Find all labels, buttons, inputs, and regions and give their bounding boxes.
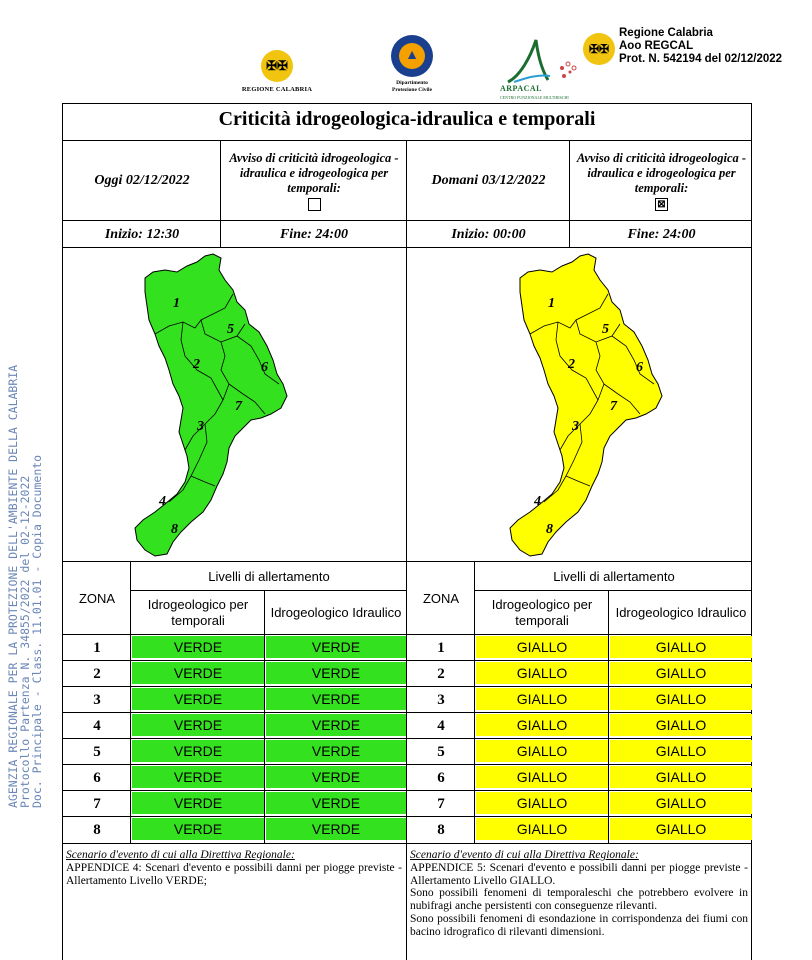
today-avviso-text: Avviso di criticità idrogeologica - idraulica e idrogeologica per temporali: (229, 151, 399, 195)
today-levels-header: Livelli di allertamento (208, 569, 330, 584)
divider (608, 590, 609, 843)
today-map-zone-label-2: 2 (193, 357, 200, 372)
tomorrow-level-temporali-6: GIALLO (476, 766, 608, 788)
watermark-line-2: Protocollo Partenza N. 34855/2022 del 02-12-2022 (18, 475, 32, 808)
tomorrow-level-temporali-8: GIALLO (476, 818, 608, 840)
tomorrow-level-idraulico-7: GIALLO (610, 792, 752, 814)
today-level-temporali-3: VERDE (132, 688, 264, 710)
today-zona-8: 8 (93, 821, 101, 838)
today-level-temporali-7: VERDE (132, 792, 264, 814)
protocol-stamp (619, 27, 782, 66)
tomorrow-zona-8: 8 (437, 821, 445, 838)
divider (62, 660, 752, 661)
tomorrow-scenario-heading: Scenario d'evento di cui alla Direttiva Regionale: (410, 849, 639, 861)
tomorrow-map-zone-label-6: 6 (636, 360, 643, 375)
tomorrow-level-idraulico-3: GIALLO (610, 688, 752, 710)
today-map-zone-label-5: 5 (227, 322, 234, 337)
divider (62, 764, 752, 765)
tomorrow-zona-5: 5 (437, 743, 445, 760)
tomorrow-level-temporali-3: GIALLO (476, 688, 608, 710)
tomorrow-scenario-text-2: Sono possibili fenomeni di temporaleschi che potrebbero evolvere in nubifragi anche persistenti con conseguenze rilevanti. (410, 887, 748, 913)
today-map-zone-label-1: 1 (173, 296, 180, 311)
divider (220, 140, 221, 247)
divider (130, 590, 406, 591)
tomorrow-zona-3: 3 (437, 691, 445, 708)
today-map-zone-label-8: 8 (171, 522, 178, 537)
arpacal-mountain-icon (500, 38, 590, 84)
logo-protezione-civile (372, 35, 452, 94)
regione-emblem-icon: ✠✠ (261, 50, 293, 82)
logo-regione-calabria (232, 50, 322, 93)
today-level-temporali-4: VERDE (132, 714, 264, 736)
tomorrow-zona-6: 6 (437, 769, 445, 786)
tomorrow-avviso-text: Avviso di criticità idrogeologica - idraulica e idrogeologica per temporali: (576, 151, 747, 195)
today-zona-5: 5 (93, 743, 101, 760)
tomorrow-map-zone-label-1: 1 (548, 296, 555, 311)
today-level-temporali-2: VERDE (132, 662, 264, 684)
tomorrow-level-idraulico-6: GIALLO (610, 766, 752, 788)
today-level-idraulico-4: VERDE (266, 714, 406, 736)
tomorrow-level-temporali-7: GIALLO (476, 792, 608, 814)
tomorrow-map-zone-label-2: 2 (568, 357, 575, 372)
tomorrow-level-temporali-2: GIALLO (476, 662, 608, 684)
tomorrow-level-idraulico-4: GIALLO (610, 714, 752, 736)
tomorrow-avviso (571, 142, 752, 220)
today-map-zone-label-7: 7 (235, 399, 242, 414)
divider (62, 686, 752, 687)
today-end: Fine: 24:00 (279, 226, 349, 242)
today-zona-1: 1 (93, 639, 101, 656)
today-level-idraulico-2: VERDE (266, 662, 406, 684)
today-level-idraulico-7: VERDE (266, 792, 406, 814)
watermark-line-3: Doc. Principale - Class. 11.01.01 - Copia Documento (30, 454, 44, 808)
logo-pc-caption-1: Dipartimento (396, 80, 428, 86)
today-level-temporali-5: VERDE (132, 740, 264, 762)
today-zona-6: 6 (93, 769, 101, 786)
divider (62, 712, 752, 713)
bulletin-title: Criticità idrogeologica-idraulica e temporali (218, 108, 596, 130)
protocol-line-3: Prot. N. 542194 del 02/12/2022 (619, 53, 783, 65)
today-level-idraulico-5: VERDE (266, 740, 406, 762)
tomorrow-level-idraulico-1: GIALLO (610, 636, 752, 658)
tomorrow-col-idraulico: Idrogeologico Idraulico (615, 605, 747, 620)
tomorrow-zona-4: 4 (437, 717, 445, 734)
tomorrow-map-zone-label-5: 5 (602, 322, 609, 337)
today-level-temporali-6: VERDE (132, 766, 264, 788)
today-map-zone-label-6: 6 (261, 360, 268, 375)
today-zona-header: ZONA (78, 591, 116, 606)
tomorrow-end: Fine: 24:00 (627, 226, 696, 242)
today-map-zone-label-4: 4 (159, 494, 166, 509)
divider (62, 843, 752, 844)
tomorrow-level-temporali-5: GIALLO (476, 740, 608, 762)
watermark-line-1: AGENZIA REGIONALE PER LA PROTEZIONE DELL'AMBIENTE DELLA CALABRIA (6, 364, 20, 808)
today-level-idraulico-1: VERDE (266, 636, 406, 658)
tomorrow-scenario (410, 849, 748, 939)
today-calabria-map (125, 250, 295, 560)
logo-arpacal-sub: CENTRO FUNZIONALE MULTIRISCHI (500, 95, 569, 100)
today-level-idraulico-3: VERDE (266, 688, 406, 710)
tomorrow-calabria-map (500, 250, 670, 560)
protezione-civile-emblem-icon: ▲ (391, 35, 433, 77)
tomorrow-map-zone-label-8: 8 (546, 522, 553, 537)
today-map-zone-label-3: 3 (197, 419, 204, 434)
today-zona-4: 4 (93, 717, 101, 734)
today-region-outline (135, 254, 287, 556)
divider (62, 247, 752, 248)
divider (62, 816, 752, 817)
today-level-temporali-8: VERDE (132, 818, 264, 840)
today-zona-3: 3 (93, 691, 101, 708)
tomorrow-level-idraulico-2: GIALLO (610, 662, 752, 684)
protocol-line-2: Aoo REGCAL (619, 40, 694, 52)
tomorrow-region-outline (510, 254, 662, 556)
tomorrow-label: Domani 03/12/2022 (431, 173, 546, 188)
tomorrow-col-temporali: Idrogeologico per temporali (491, 597, 593, 628)
tomorrow-level-idraulico-8: GIALLO (610, 818, 752, 840)
divider (62, 140, 752, 141)
tomorrow-zona-7: 7 (437, 795, 445, 812)
today-zona-7: 7 (93, 795, 101, 812)
tomorrow-zona-1: 1 (437, 639, 445, 656)
divider (569, 140, 570, 247)
today-avviso (222, 142, 406, 220)
divider (264, 590, 265, 843)
tomorrow-map-zone-label-3: 3 (572, 419, 579, 434)
logo-pc-caption-2: Protezione Civile (391, 87, 433, 93)
tomorrow-level-temporali-4: GIALLO (476, 714, 608, 736)
regione-small-emblem-icon: ✠✠ (583, 33, 615, 65)
tomorrow-map-zone-label-7: 7 (610, 399, 617, 414)
today-level-temporali-1: VERDE (132, 636, 264, 658)
today-col-temporali: Idrogeologico per temporali (147, 597, 249, 628)
tomorrow-zona-header: ZONA (422, 591, 460, 606)
tomorrow-level-idraulico-5: GIALLO (610, 740, 752, 762)
divider (130, 561, 131, 843)
divider (474, 590, 752, 591)
divider (62, 634, 752, 635)
protocol-line-1: Regione Calabria (619, 27, 713, 39)
today-level-idraulico-8: VERDE (266, 818, 406, 840)
today-scenario (66, 849, 402, 887)
today-col-idraulico: Idrogeologico Idraulico (270, 605, 402, 620)
tomorrow-levels-header: Livelli di allertamento (553, 569, 675, 584)
tomorrow-map-zone-label-4: 4 (534, 494, 541, 509)
today-scenario-text: APPENDICE 4: Scenari d'evento e possibili danni per piogge previste - Allertamento Livello VERDE; (66, 861, 402, 887)
tomorrow-avviso-checkbox: ⊠ (655, 198, 668, 211)
divider (474, 561, 475, 843)
today-start: Inizio: 12:30 (104, 226, 180, 242)
tomorrow-scenario-text-3: Sono possibili fenomeni di esondazione in corrispondenza dei fiumi con bacino idrografico di rilevanti dimensioni. (410, 912, 748, 938)
logo-arpacal-name: ARPACAL (500, 84, 543, 93)
today-label: Oggi 02/12/2022 (94, 173, 190, 188)
tomorrow-level-temporali-1: GIALLO (476, 636, 608, 658)
logo-arpacal (500, 38, 590, 100)
divider (406, 140, 407, 960)
divider (62, 220, 752, 221)
tomorrow-start: Inizio: 00:00 (451, 226, 526, 242)
tomorrow-scenario-text: APPENDICE 5: Scenari d'evento e possibili danni per piogge previste - Allertamento Livello GIALLO. (410, 861, 748, 887)
today-zona-2: 2 (93, 665, 101, 682)
today-avviso-checkbox (308, 198, 321, 211)
today-level-idraulico-6: VERDE (266, 766, 406, 788)
today-scenario-heading: Scenario d'evento di cui alla Direttiva Regionale: (66, 849, 295, 861)
divider (62, 561, 752, 562)
divider (62, 738, 752, 739)
logo-regione-caption: REGIONE CALABRIA (241, 86, 313, 93)
tomorrow-zona-2: 2 (437, 665, 445, 682)
divider (62, 790, 752, 791)
